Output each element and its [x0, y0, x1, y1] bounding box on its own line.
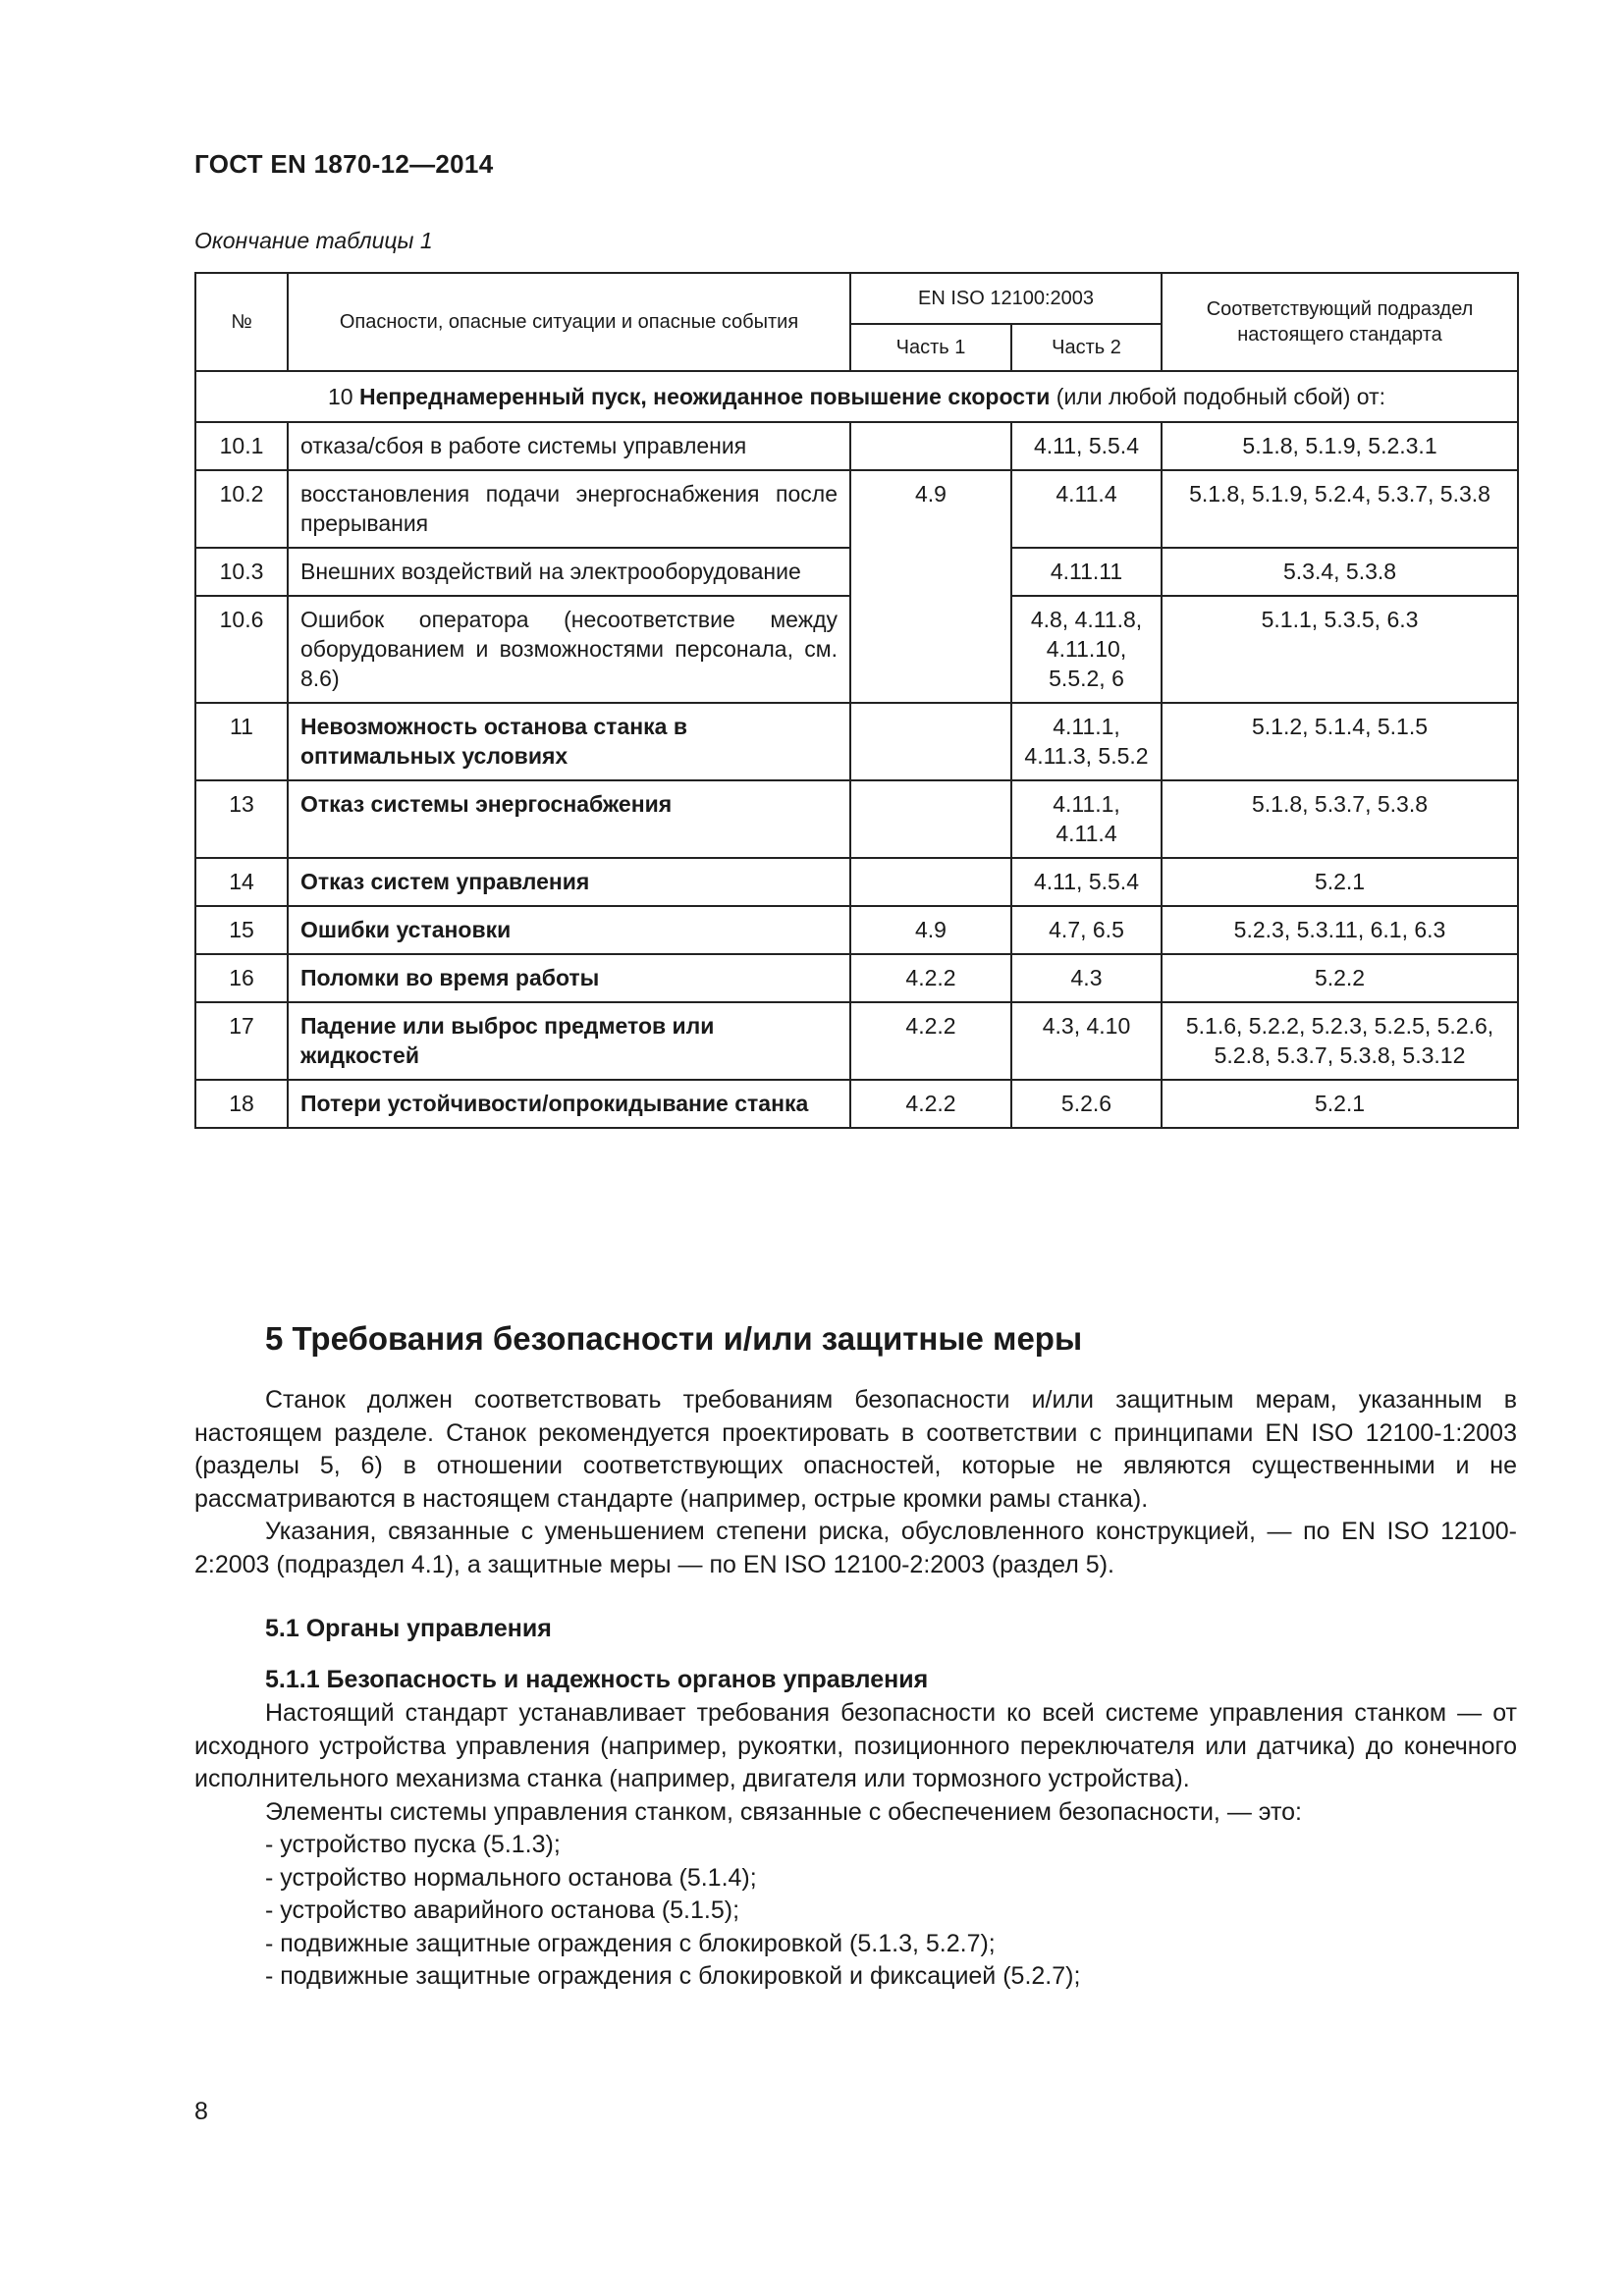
cell-part2: 4.3, 4.10: [1011, 1002, 1162, 1080]
cell-num: 10.3: [195, 548, 288, 596]
list-item: - устройство аварийного останова (5.1.5);: [265, 1896, 740, 1924]
section-5-heading: 5 Требования безопасности и/или защитные меры: [265, 1320, 1083, 1357]
cell-num: 14: [195, 858, 288, 906]
paragraph: Элементы системы управления станком, связанные с обеспечением безопасности, — это:: [265, 1797, 1302, 1826]
cell-clause: 5.1.8, 5.1.9, 5.2.4, 5.3.7, 5.3.8: [1162, 470, 1518, 548]
document-header: ГОСТ EN 1870-12—2014: [194, 149, 494, 179]
page-number: 8: [194, 2098, 208, 2125]
header-subclause: Соответствующий подраздел настоящего стандарта: [1162, 273, 1518, 371]
cell-num: 10.1: [195, 422, 288, 470]
cell-part2: 4.11, 5.5.4: [1011, 858, 1162, 906]
cell-part1: 4.2.2: [850, 1002, 1011, 1080]
cell-part1-empty: [850, 422, 1011, 470]
cell-part1: 4.2.2: [850, 954, 1011, 1002]
table-caption: Окончание таблицы 1: [194, 228, 433, 253]
cell-clause: 5.2.1: [1162, 1080, 1518, 1128]
table-row: [195, 1080, 1518, 1128]
cell-clause: 5.1.6, 5.2.2, 5.2.3, 5.2.5, 5.2.6, 5.2.8, 5.3.7, 5.3.8, 5.3.12: [1162, 1002, 1518, 1080]
cell-part2: 4.3: [1011, 954, 1162, 1002]
cell-part1: [850, 780, 1011, 858]
cell-part1-shared: 4.9: [850, 470, 1011, 703]
cell-num: 16: [195, 954, 288, 1002]
cell-part1: 4.9: [850, 906, 1011, 954]
cell-hazard: Падение или выброс предметов или жидкостей: [288, 1002, 850, 1080]
list-item: - подвижные защитные ограждения с блокировкой (5.1.3, 5.2.7);: [265, 1929, 996, 1957]
paragraph: Настоящий стандарт устанавливает требования безопасности ко всей системе управления станком — от исходного устройства управления (например, рукоятки, позиционного переключателя или датчика) до конечного исполнительного механизма станка (например, двигателя или тормозного устройства).: [194, 1699, 1517, 1792]
list-item: - устройство нормального останова (5.1.4);: [265, 1863, 757, 1892]
cell-part2: 4.8, 4.11.8, 4.11.10, 5.5.2, 6: [1011, 596, 1162, 703]
list-item: - устройство пуска (5.1.3);: [265, 1831, 561, 1858]
group-title: Непреднамеренный пуск, неожиданное повышение скорости: [358, 384, 1051, 409]
section-5-1-1-heading: 5.1.1 Безопасность и надежность органов управления: [265, 1666, 929, 1693]
cell-part2: 4.11, 5.5.4: [1011, 422, 1162, 470]
header-hazards: Опасности, опасные ситуации и опасные события: [288, 273, 850, 371]
list-item: - подвижные защитные ограждения с блокировкой и фиксацией (5.2.7);: [265, 1962, 1081, 1990]
cell-num: 17: [195, 1002, 288, 1080]
cell-hazard: Отказ системы энергоснабжения: [288, 780, 850, 858]
paragraph: Указания, связанные с уменьшением степени риска, обусловленного конструкцией, — по EN ISO 12100-2:2003 (подраздел 4.1), а защитные меры — по EN ISO 12100-2:2003 (раздел 5).: [194, 1518, 1517, 1578]
paragraph: Станок должен соответствовать требованиям безопасности и/или защитным мерам, указанным в настоящем разделе. Станок рекомендуется проектировать в соответствии с принципами EN ISO 12100-1:2003 (разделы 5, 6) в отношении соответствующих опасностей, которые не являются существенными и не рассматриваются в настоящем стандарте (например, острые кромки рамы станка).: [194, 1386, 1517, 1513]
safety-elements-list: [194, 1829, 1517, 1994]
cell-part1: [850, 703, 1011, 780]
cell-hazard: Ошибки установки: [288, 906, 850, 954]
cell-hazard: Потери устойчивости/опрокидывание станка: [288, 1080, 850, 1128]
cell-clause: 5.2.1: [1162, 858, 1518, 906]
table-row: [195, 422, 1518, 470]
header-num: №: [195, 273, 288, 371]
header-en-iso: EN ISO 12100:2003: [850, 273, 1162, 324]
cell-num: 10.2: [195, 470, 288, 548]
header-part1: Часть 1: [850, 324, 1011, 371]
header-part2: Часть 2: [1011, 324, 1162, 371]
table-row: [195, 703, 1518, 780]
cell-hazard: отказа/сбоя в работе системы управления: [288, 422, 850, 470]
cell-part2: 4.11.11: [1011, 548, 1162, 596]
section-5-1-heading: 5.1 Органы управления: [265, 1615, 552, 1642]
cell-hazard: Внешних воздействий на электрооборудование: [288, 548, 850, 596]
cell-num: 11: [195, 703, 288, 780]
table-row: [195, 858, 1518, 906]
cell-hazard: восстановления подачи энергоснабжения после прерывания: [288, 470, 850, 548]
group-rest: (или любой подобный сбой) от:: [1056, 384, 1386, 409]
cell-hazard: Невозможность останова станка в оптимальных условиях: [288, 703, 850, 780]
section-5-body: [194, 1384, 1517, 1581]
table-group-row: [195, 371, 1518, 422]
cell-num: 10.6: [195, 596, 288, 703]
cell-part1: 4.2.2: [850, 1080, 1011, 1128]
cell-clause: 5.1.1, 5.3.5, 6.3: [1162, 596, 1518, 703]
cell-clause: 5.2.2: [1162, 954, 1518, 1002]
cell-clause: 5.2.3, 5.3.11, 6.1, 6.3: [1162, 906, 1518, 954]
cell-clause: 5.1.2, 5.1.4, 5.1.5: [1162, 703, 1518, 780]
table-row: [195, 780, 1518, 858]
cell-num: 13: [195, 780, 288, 858]
cell-part2: 4.7, 6.5: [1011, 906, 1162, 954]
cell-num: 15: [195, 906, 288, 954]
cell-clause: 5.1.8, 5.3.7, 5.3.8: [1162, 780, 1518, 858]
cell-hazard: Отказ систем управления: [288, 858, 850, 906]
cell-clause: 5.1.8, 5.1.9, 5.2.3.1: [1162, 422, 1518, 470]
cell-part2: 4.11.4: [1011, 470, 1162, 548]
cell-hazard: Поломки во время работы: [288, 954, 850, 1002]
table-row: [195, 906, 1518, 954]
hazards-table: [194, 272, 1519, 1129]
table-row: [195, 954, 1518, 1002]
cell-part2: 4.11.1, 4.11.4: [1011, 780, 1162, 858]
cell-hazard: Ошибок оператора (несоответствие между оборудованием и возможностями персонала, см. 8.6): [288, 596, 850, 703]
group-num: 10: [327, 384, 353, 409]
table-row: [195, 1002, 1518, 1080]
cell-part1: [850, 858, 1011, 906]
table-row: [195, 470, 1518, 548]
section-5-1-1-body: [194, 1697, 1517, 1994]
cell-clause: 5.3.4, 5.3.8: [1162, 548, 1518, 596]
cell-num: 18: [195, 1080, 288, 1128]
cell-part2: 4.11.1, 4.11.3, 5.5.2: [1011, 703, 1162, 780]
cell-part2: 5.2.6: [1011, 1080, 1162, 1128]
